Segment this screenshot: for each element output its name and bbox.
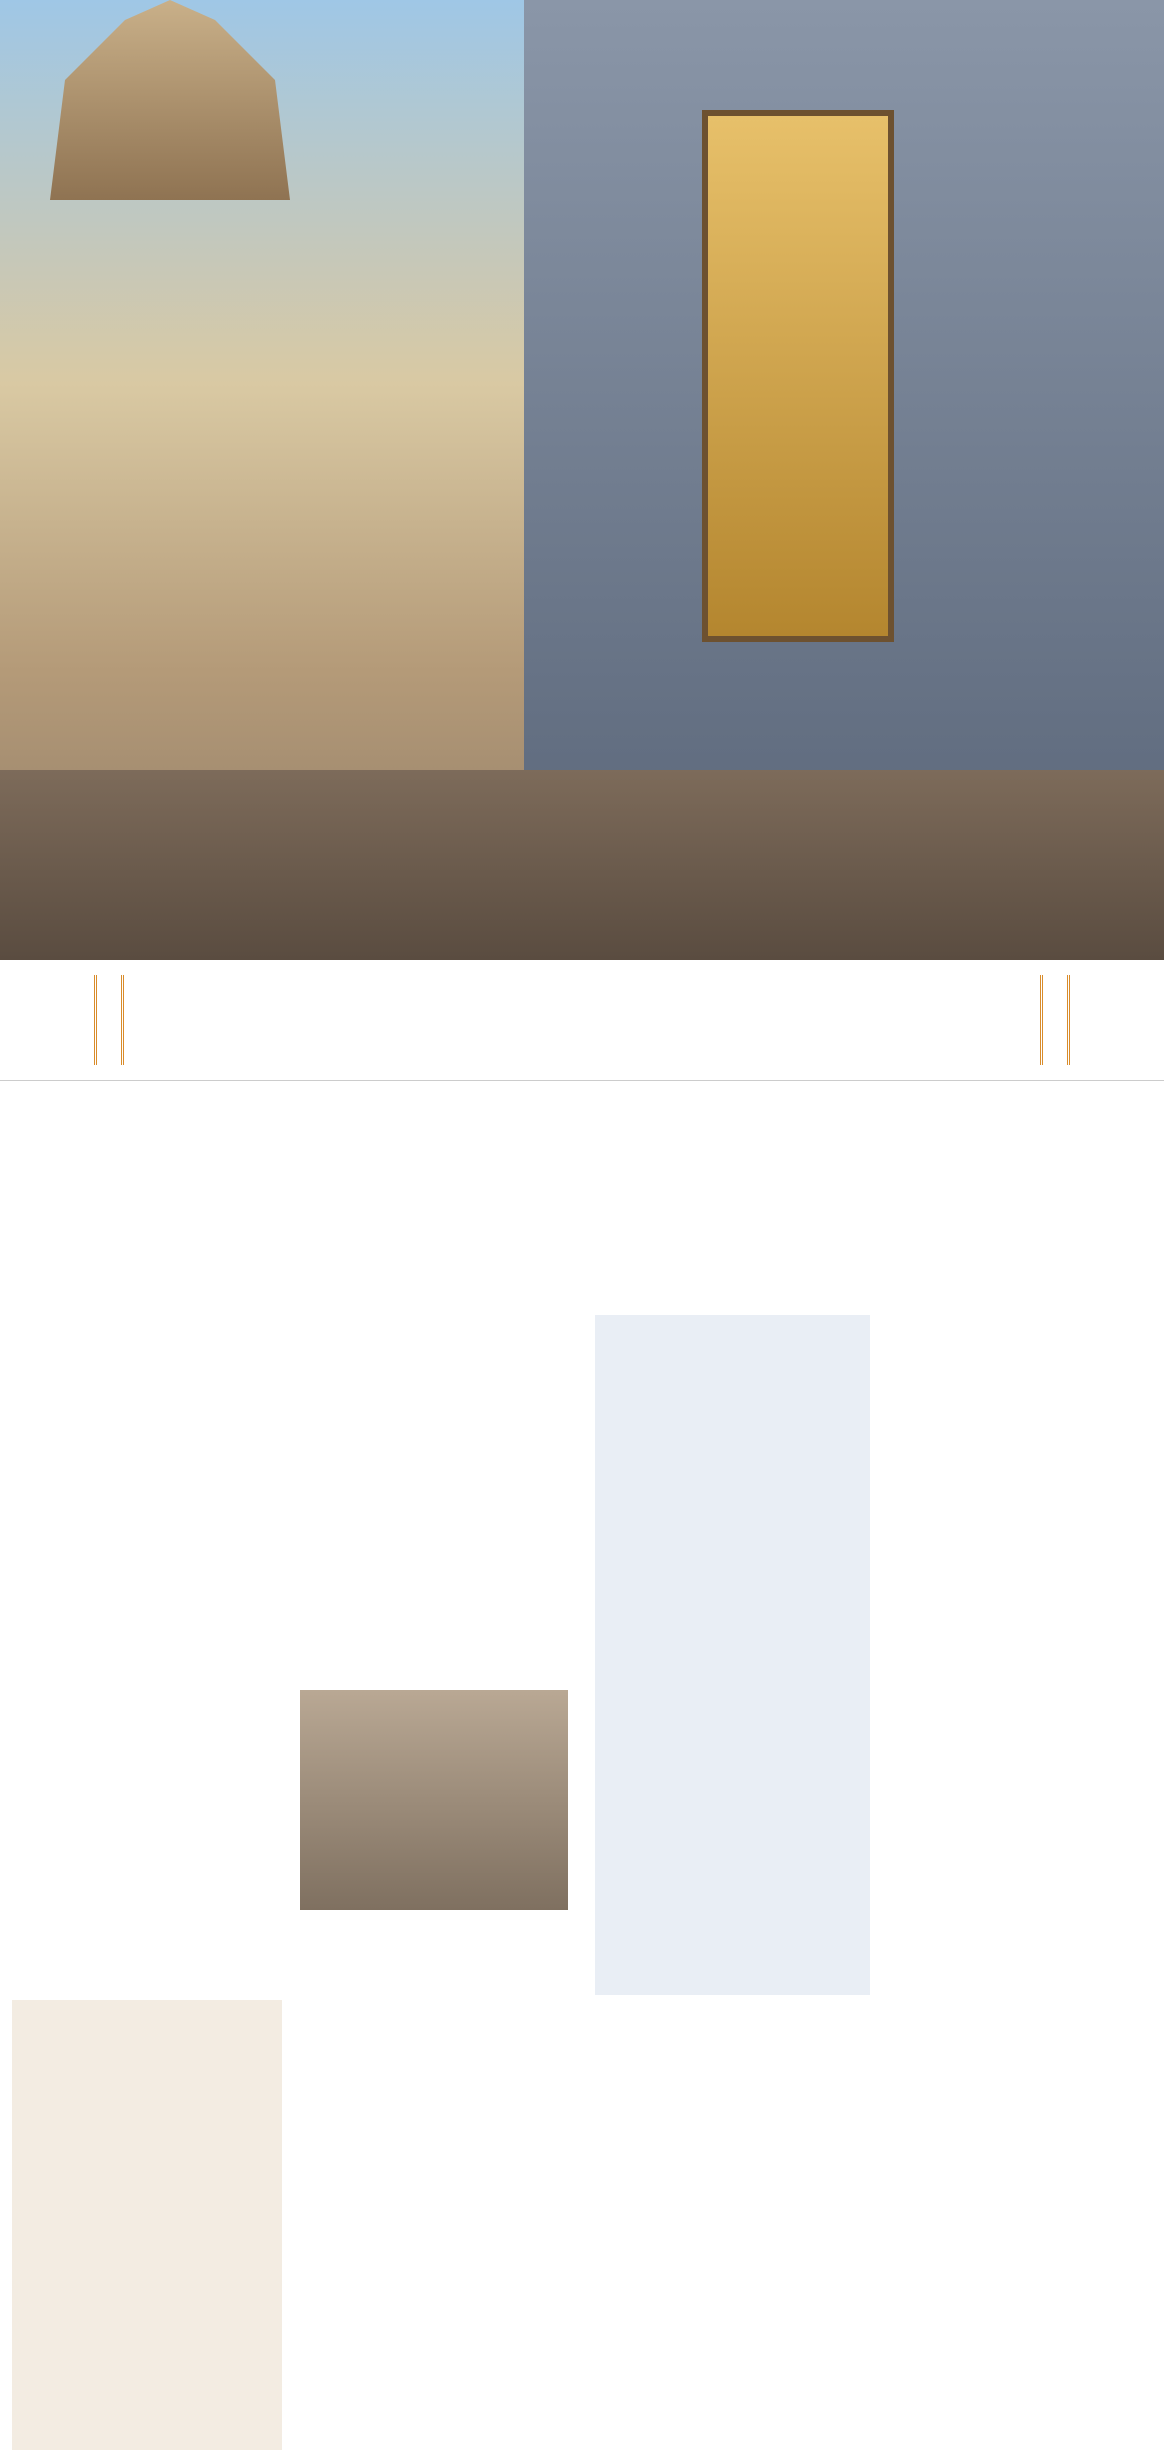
column-4 [878, 1320, 1158, 2440]
temple-floor [0, 770, 1164, 960]
ornament-right [1040, 975, 1070, 1065]
section-box [12, 2000, 282, 2450]
temple-tower [20, 0, 320, 200]
ornament-left [94, 975, 124, 1065]
column-3 [595, 1320, 870, 2440]
title-band [0, 960, 1164, 1081]
intro-paragraph [320, 1110, 1140, 1310]
hero-illustration [0, 0, 1164, 960]
temple-door [702, 110, 894, 642]
family-photo [300, 1690, 568, 1910]
byline [920, 2425, 1150, 2455]
